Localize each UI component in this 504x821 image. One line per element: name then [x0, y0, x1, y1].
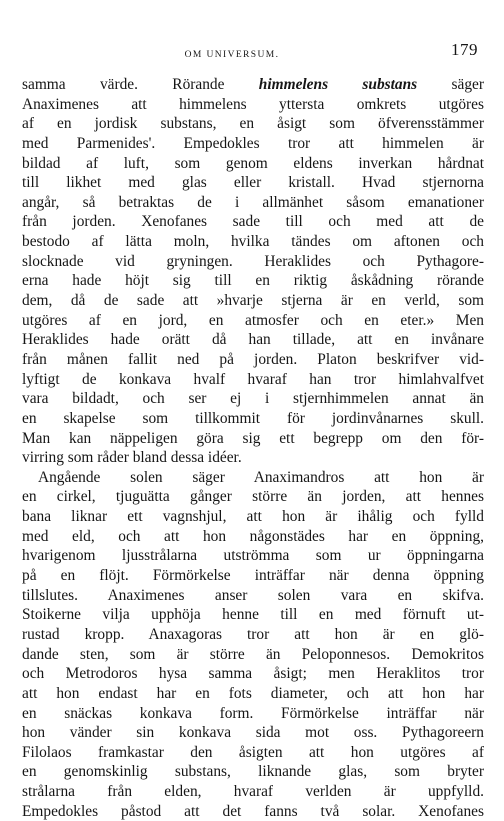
text-line: af en jordisk substans, en åsigt som öfverensstämmer [22, 115, 484, 133]
text-line: rustad kropp. Anaxagoras tror att hon är en glö- [22, 625, 484, 643]
text-line: hon vänder sin konkava sida mot oss. Pythagoreern [22, 724, 484, 742]
text-line: bildad af luft, som genom eldens inverkan hårdnat [22, 154, 484, 172]
paragraph-start-line: Angående solen säger Anaximandros att hon är [38, 468, 484, 486]
text-line: vara bildadt, och ser ej i stjernhimmelen annat än [22, 390, 484, 408]
text-line: Heraklides hade orätt då han tillade, att en invånare [22, 331, 484, 349]
text-line: Empedokles påstod att det fanns två solar. Xenofanes [22, 802, 484, 820]
text-line: från månen fallit ned på jorden. Platon beskrifver vid- [22, 350, 484, 368]
text-line: en snäckas konkava form. Förmörkelse inträffar när [22, 704, 484, 722]
text-line: bana liknar ett vagnshjul, att hon är ihålig och fylld [22, 508, 484, 526]
page-header [22, 40, 484, 68]
text-line: slocknade vid gryningen. Heraklides och Pythagore- [22, 252, 484, 270]
text-line: utgöres af en jord, en atmosfer och en eter.» Men [22, 311, 484, 329]
page-number: 179 [451, 40, 478, 59]
text-line: hvarigenom ljusstrålarna utströmma som ur öppningarna [22, 547, 484, 565]
text-line: en skapelse som tillkommit för jordinvånarnes skull. [22, 409, 484, 427]
text-line: på en flöjt. Förmörkelse inträffar när denna öppning [22, 567, 484, 585]
text-line: till likhet med glas eller kristall. Hvad stjernorna [22, 174, 484, 192]
text-line: från jorden. Xenofanes sade till och med att de [22, 213, 484, 231]
text-line: lyftigt de konkava hvalf hvaraf han tror himlahvalfvet [22, 370, 484, 388]
running-title: OM UNIVERSUM. [184, 50, 280, 60]
text-line: erna hade höjt sig till en riktig åskådning rörande [22, 272, 484, 290]
text-line: bestodo af lätta moln, hvilka tändes om aftonen och [22, 233, 484, 251]
text-line: dem, då de sade att »hvarje stjerna är en verld, som [22, 292, 484, 310]
text-line: angår, så betraktas de i allmänhet såsom emanationer [22, 193, 484, 211]
text-run: samma värde. Rörande [22, 76, 259, 93]
text-line: och Metrodoros hysa samma åsigt; men Heraklitos tror [22, 665, 484, 683]
text-line: Stoikerne vilja upphöja henne till en med förnuft ut- [22, 606, 484, 624]
text-line: virring som råder bland dessa idéer. [22, 449, 242, 467]
text-line: en genomskinlig substans, liknande glas, som bryter [22, 763, 484, 781]
text-line: strålarna från elden, hvaraf verlden är uppfylld. [22, 783, 484, 801]
body-text [22, 75, 484, 821]
text-line: Man kan näppeligen göra sig ett begrepp om den för- [22, 429, 484, 447]
emphasis-text: himmelens substans [258, 76, 418, 93]
text-run: säger [417, 76, 484, 93]
text-line: dande sten, som är större än Peloponnesos. Demokritos [22, 645, 484, 663]
text-line [22, 75, 484, 95]
text-line: Anaximenes att himmelens yttersta omkrets utgöres [22, 95, 484, 113]
text-line: med Parmenides'. Empedokles tror att himmelen är [22, 134, 484, 152]
text-line: tillslutes. Anaximenes anser solen vara en skifva. [22, 586, 484, 604]
text-line: Filolaos framkastar den åsigten att hon utgöres af [22, 743, 484, 761]
text-line: med eld, och att hon någonstädes har en öppning, [22, 527, 484, 545]
text-line: en cirkel, tjuguätta gånger större än jorden, att hennes [22, 488, 484, 506]
text-line: att hon endast har en fots diameter, och att hon har [22, 684, 484, 702]
